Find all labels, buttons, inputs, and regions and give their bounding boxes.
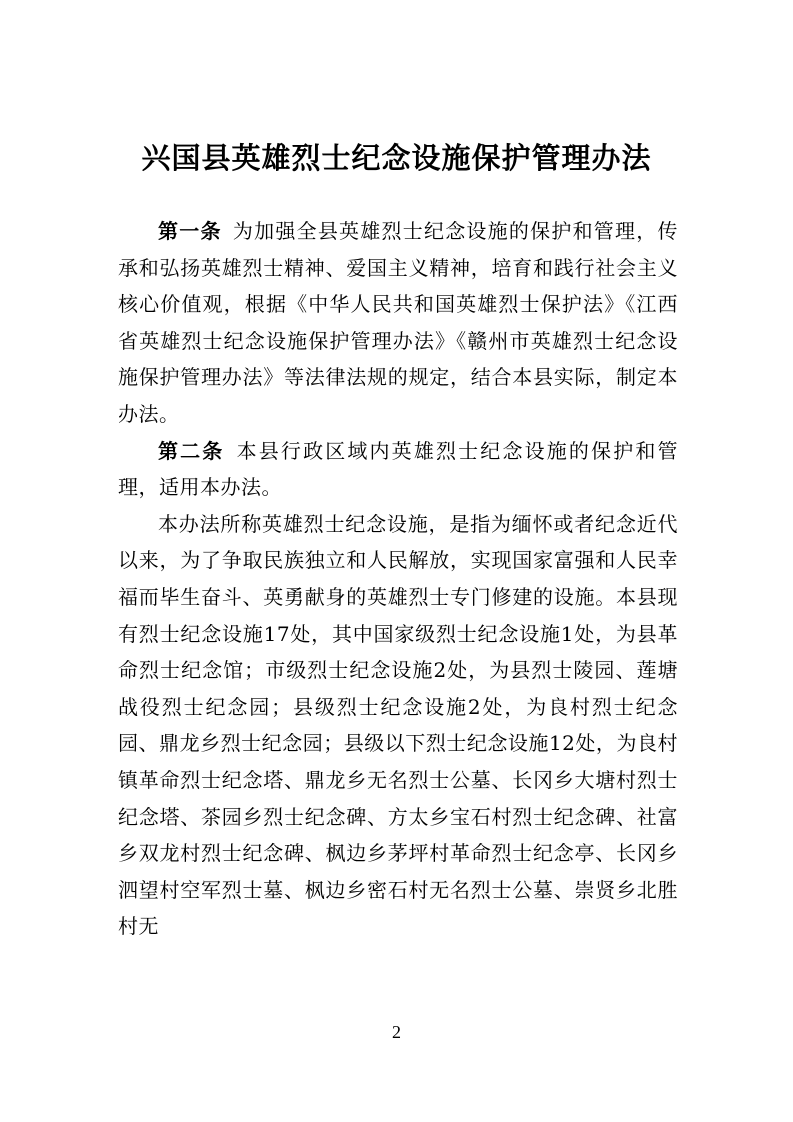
article-paragraph bbox=[118, 433, 678, 506]
document-body bbox=[118, 213, 678, 945]
article-text: 为加强全县英雄烈士纪念设施的保护和管理，传承和弘扬英雄烈士精神、爱国主义精神，培育和践行社会主义核心价值观，根据《中华人民共和国英雄烈士保护法》《江西省英雄烈士纪念设施保护管理办法》《赣州市英雄烈士纪念设施保护管理办法》等法律法规的规定，结合本县实际，制定本办法。 bbox=[118, 219, 678, 426]
body-paragraph bbox=[118, 506, 678, 945]
paragraph-text: 本办法所称英雄烈士纪念设施，是指为缅怀或者纪念近代以来，为了争取民族独立和人民解放，实现国家富强和人民幸福而毕生奋斗、英勇献身的英雄烈士专门修建的设施。本县现有烈士纪念设施17处，其中国家级烈士纪念设施1处，为县革命烈士纪念馆；市级烈士纪念设施2处，为县烈士陵园、莲塘战役烈士纪念园；县级烈士纪念设施2处，为良村烈士纪念园、鼎龙乡烈士纪念园；县级以下烈士纪念设施12处，为良村镇革命烈士纪念塔、鼎龙乡无名烈士公墓、长冈乡大塘村烈士纪念塔、茶园乡烈士纪念碑、方太乡宝石村烈士纪念碑、社富乡双龙村烈士纪念碑、枫边乡茅坪村革命烈士纪念亭、长冈乡泗望村空军烈士墓、枫边乡密石村无名烈士公墓、崇贤乡北胜村无 bbox=[118, 511, 678, 939]
article-label: 第一条 bbox=[158, 219, 222, 243]
document-title: 兴国县英雄烈士纪念设施保护管理办法 bbox=[141, 141, 652, 175]
article-paragraph bbox=[118, 213, 678, 433]
article-label: 第二条 bbox=[158, 438, 225, 463]
article-text: 本县行政区域内英雄烈士纪念设施的保护和管理，适用本办法。 bbox=[118, 438, 679, 500]
page-number: 2 bbox=[392, 1022, 401, 1042]
